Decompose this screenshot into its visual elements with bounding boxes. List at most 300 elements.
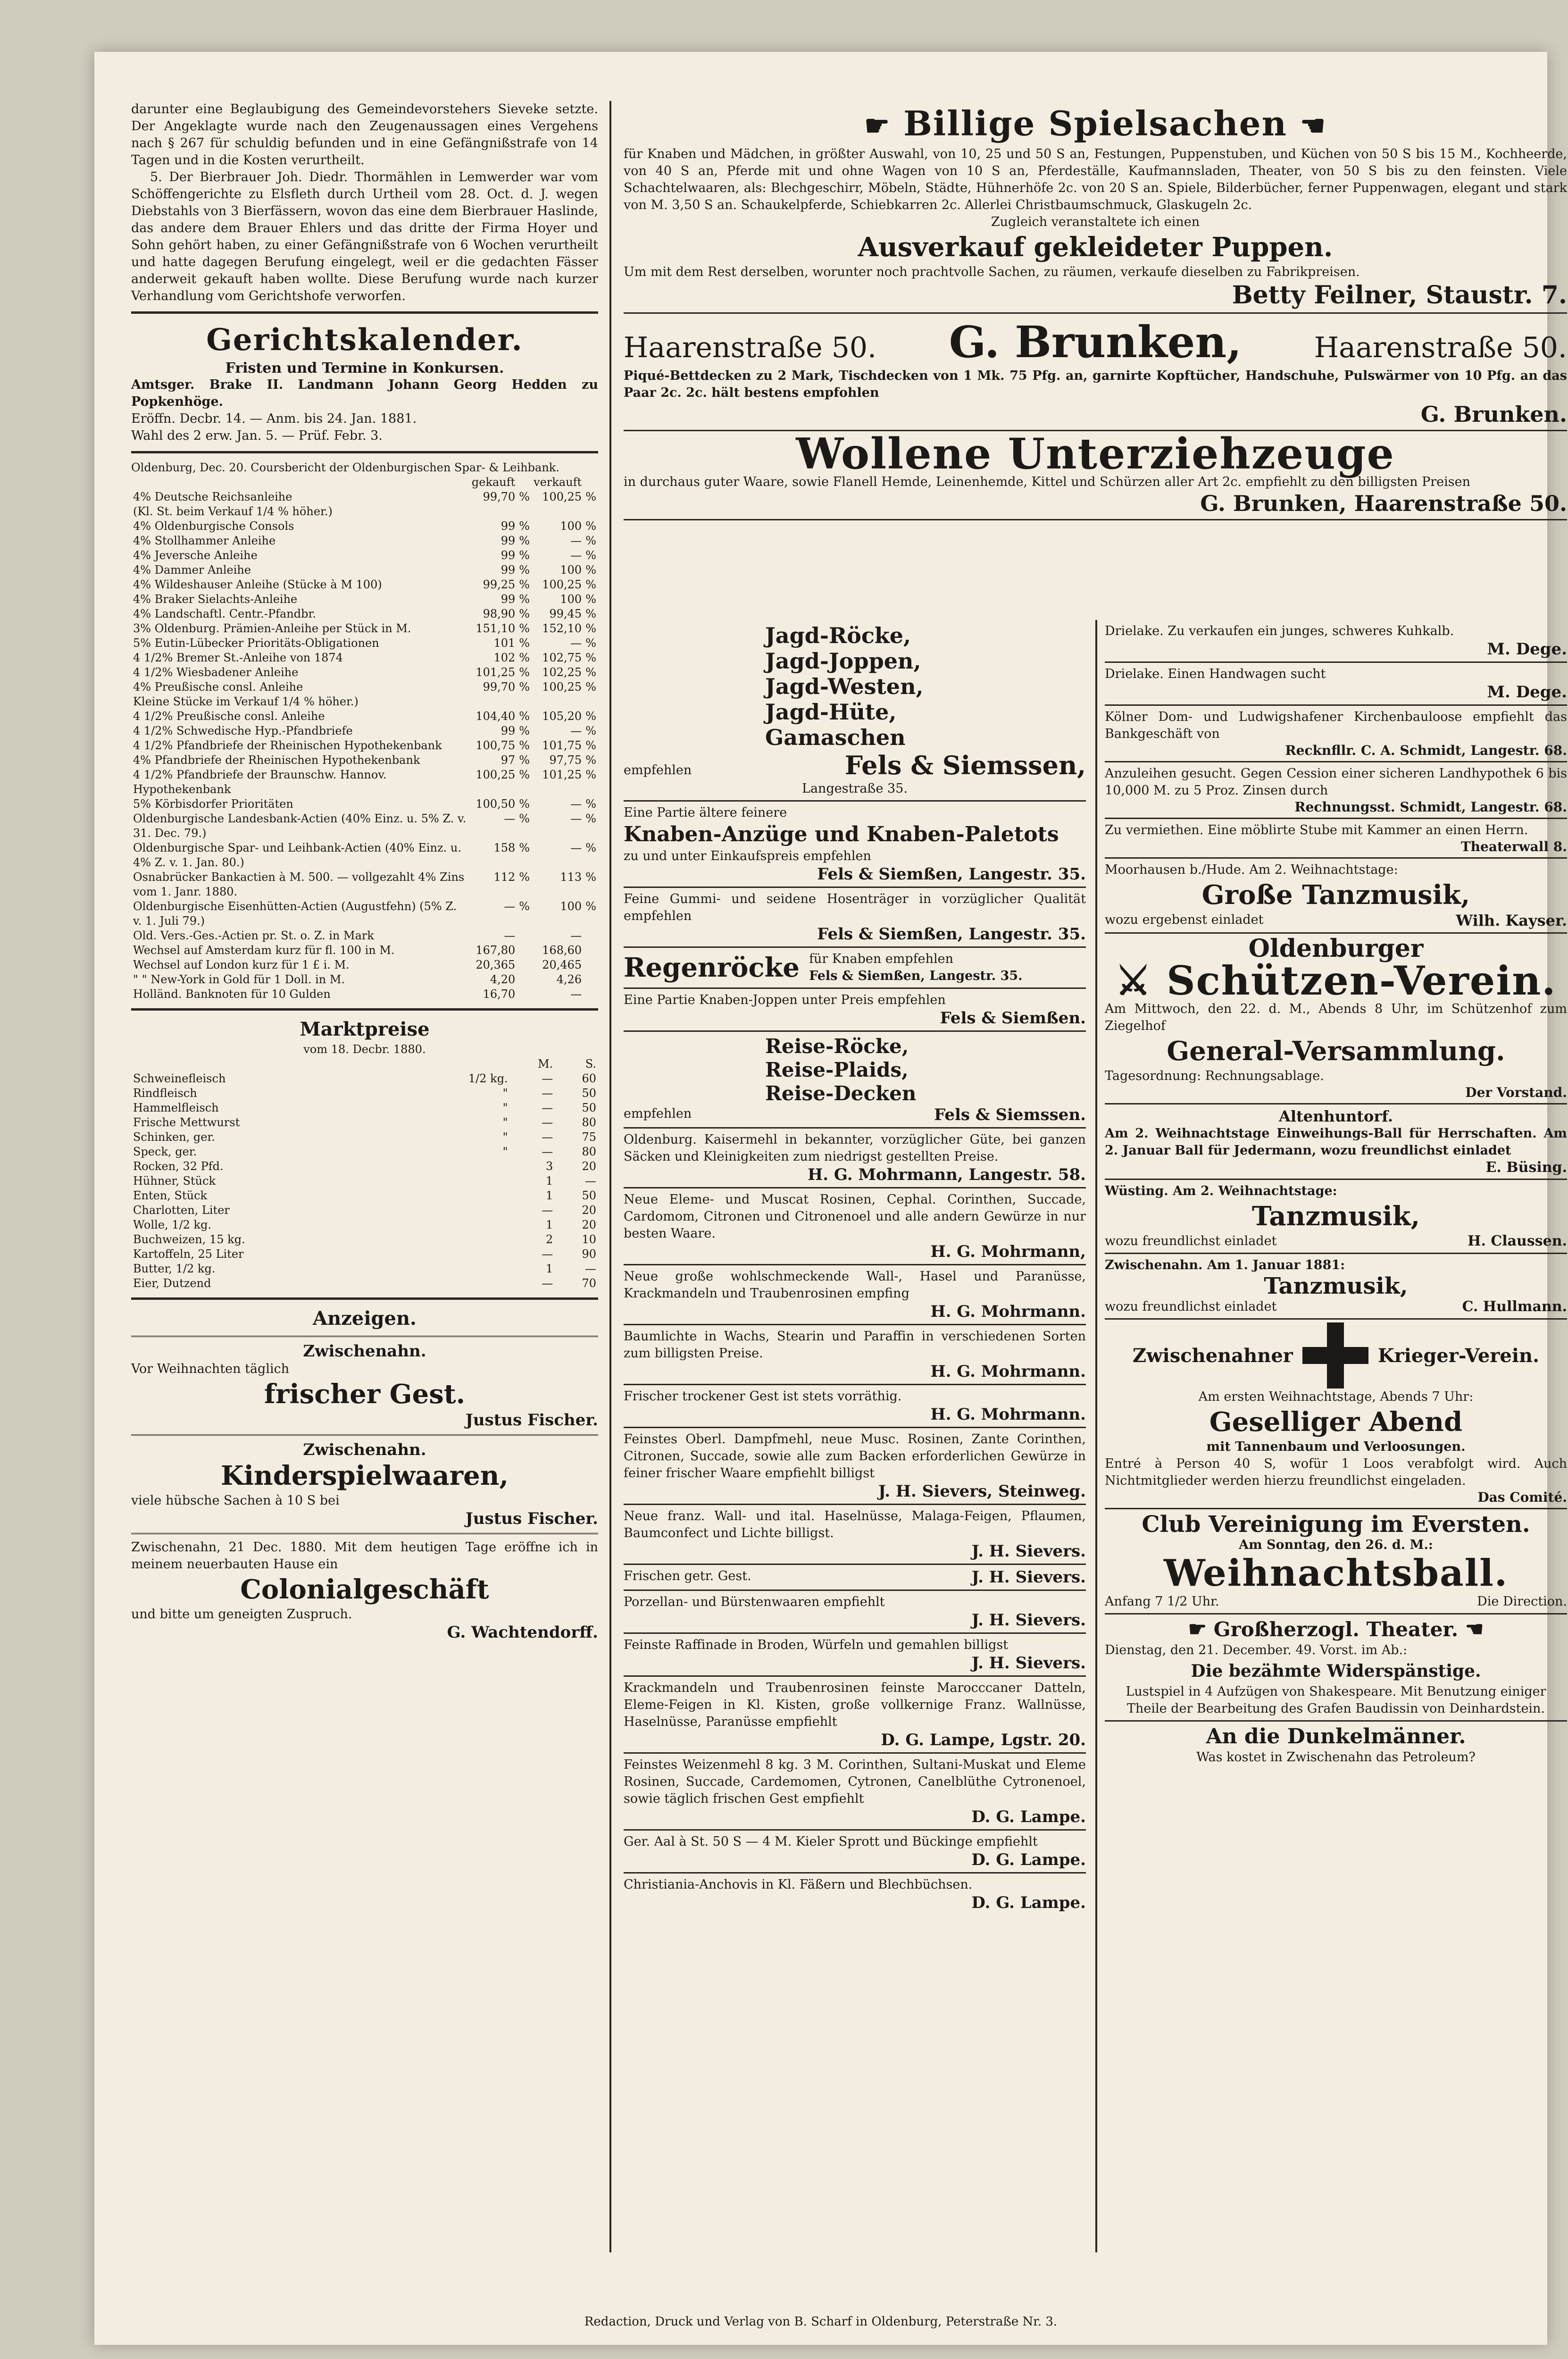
sievers-text-4: Porzellan- und Bürstenwaaren empfiehlt — [624, 1595, 885, 1609]
divider — [131, 1008, 598, 1011]
course-table-cell: 100,50 — [475, 797, 516, 811]
travel-item: Reise-Decken — [765, 1082, 917, 1105]
theater-ad — [1105, 1614, 1567, 1722]
course-table-cell: 3% Oldenburg. Prämien-Anleihe per Stück in M. — [133, 622, 411, 635]
wool-signature: G. Brunken, Haarenstraße 50. — [1200, 491, 1567, 516]
course-table-cell: Oldenburgische Landesbank-Actien (40% Einz. u. 5% Z. v. 31. Dec. 79.) — [133, 812, 467, 840]
theater-title — [1105, 1617, 1567, 1642]
course-table-cell: 4 1/2% Schwedische Hyp.-Pfandbriefe — [133, 724, 353, 737]
divider — [131, 1434, 598, 1436]
course-table-cell: % — [585, 739, 596, 752]
course-table-cell: Osnabrücker Bankactien à M. 500. — vollgezahlt 4% Zins vom 1. Janr. 1880. — [133, 870, 465, 898]
veterans-left: Zwischenahner — [1132, 1344, 1293, 1367]
market-title: Marktpreise — [300, 1018, 430, 1040]
mohrmann-text-2: Neue Eleme- und Muscat Rosinen, Cephal. Corinthen, Succade, Cardomom, Citronen und Citronenoel und alle andern Gewürze in nur besten Waare. — [624, 1192, 1086, 1241]
course-table-row — [131, 680, 598, 694]
course-table-cell: 20,465 — [542, 958, 582, 971]
market-table-cell: Speck, ger. — [133, 1145, 197, 1158]
theater-play: Die bezähmte Widerspänstige. — [1191, 1661, 1481, 1681]
ad3-text-2: und bitte um geneigten Zuspruch. — [131, 1607, 352, 1622]
course-table-cell: % — [585, 870, 596, 884]
zwischenahn-dance-text: Zwischenahn. Am 1. Januar 1881: — [1105, 1258, 1345, 1272]
course-table-cell: 4% Jeversche Anleihe — [133, 549, 258, 562]
market-table-cell: 1 — [546, 1174, 553, 1188]
course-table-cell: % — [519, 534, 530, 547]
course-table-row — [131, 958, 598, 972]
drielake-ad-1 — [1105, 620, 1567, 663]
market-table-cell: 2 — [546, 1233, 553, 1246]
market-table-cell — [407, 1218, 509, 1232]
market-table-row — [131, 1101, 598, 1115]
market-table-cell: Hühner, Stück — [133, 1174, 216, 1188]
market-table-cell — [407, 1174, 509, 1188]
veterans-text: Am ersten Weihnachtstage, Abends 7 Uhr: — [1198, 1389, 1474, 1404]
mohrmann-ad-2 — [624, 1188, 1086, 1265]
course-table-cell: % — [519, 812, 530, 825]
course-table-row — [131, 504, 598, 519]
course-table-header-cell: gekauft — [471, 476, 516, 489]
toys-title — [624, 104, 1567, 146]
course-table-cell: % — [585, 812, 596, 825]
course-table-cell: % — [519, 622, 530, 635]
club-title: Club Vereinigung im Eversten. — [1142, 1511, 1530, 1538]
mohrmann-signature-4: H. G. Mohrmann. — [930, 1362, 1086, 1381]
market-table-cell: — — [542, 1204, 553, 1217]
club-text: Am Sonntag, den 26. d. M.: — [1239, 1538, 1433, 1552]
course-table-cell: 20,365 — [475, 958, 516, 971]
course-table-cell: 4 1/2% Pfandbriefe der Rheinischen Hypothekenbank — [133, 739, 442, 752]
raincoats-signature: Fels & Siemßen, Langestr. 35. — [809, 969, 1023, 983]
course-table-cell — [470, 504, 517, 519]
market-table-cell: — — [542, 1087, 553, 1100]
course-table-cell: 4% Dammer Anleihe — [133, 563, 251, 577]
course-table-row — [131, 724, 598, 738]
course-table-cell: 99,25 — [483, 578, 516, 591]
market-table-cell: Buchweizen, 15 kg. — [133, 1233, 245, 1246]
course-table-row — [131, 811, 598, 841]
course-table-cell: 158 — [493, 841, 516, 854]
raincoats-body — [624, 951, 1086, 985]
course-table-header-cell: verkauft — [534, 476, 582, 489]
market-table-row — [131, 1145, 598, 1159]
raincoats-title: Regenröcke — [624, 952, 800, 983]
raincoats-ad — [624, 948, 1086, 989]
sievers-signature-5: J. H. Sievers. — [971, 1654, 1086, 1673]
course-table-row — [131, 899, 598, 929]
market-table-cell: 50 — [582, 1087, 596, 1100]
course-table-cell: % — [585, 900, 596, 913]
market-table-cell: 50 — [582, 1101, 596, 1114]
course-table-cell: 4% Deutsche Reichsanleihe — [133, 490, 292, 503]
course-table-row — [131, 665, 598, 680]
ad1-signature: Justus Fischer. — [465, 1411, 598, 1430]
market-table-cell: 1 — [546, 1262, 553, 1275]
toys-title-text: Billige Spielsachen — [903, 103, 1287, 143]
market-table-header-cell — [407, 1057, 509, 1071]
ad3-text: Zwischenahn, 21 Dec. 1880. Mit dem heutigen Tage eröffne ich in meinem neuerbauten Hause ein — [131, 1540, 598, 1572]
course-table-cell: % — [585, 490, 596, 503]
lampe-signature-4: D. G. Lampe. — [971, 1893, 1086, 1912]
market-table-cell: — — [585, 1174, 596, 1188]
course-table-cell: % — [519, 680, 530, 694]
course-table-cell: 5% Eutin-Lübecker Prioritäts-Obligationen — [133, 636, 379, 650]
course-table-cell: % — [585, 797, 596, 811]
market-table-cell: 3 — [546, 1160, 553, 1173]
course-table-cell: % — [585, 593, 596, 606]
course-table-cell: % — [585, 710, 596, 723]
course-table-row — [131, 636, 598, 651]
travel-item: Reise-Röcke, — [765, 1035, 909, 1058]
mohrmann-ad-1 — [624, 1129, 1086, 1188]
moorhausen-text-2: wozu ergebenst einladet — [1105, 912, 1264, 927]
middle-column — [624, 620, 1086, 1915]
course-table-cell: 4 1/2% Bremer St.-Anleihe von 1874 — [133, 651, 343, 664]
pointing-hand-left-icon: ☚ — [1465, 1617, 1484, 1641]
ad2-text: viele hübsche Sachen à 10 S bei — [131, 1493, 340, 1508]
course-table-cell — [517, 987, 532, 1002]
course-table-cell: % — [585, 724, 596, 737]
market-table-cell: " — [502, 1101, 508, 1114]
course-table-cell: 99,70 — [483, 490, 516, 503]
sievers-ad-5 — [624, 1634, 1086, 1677]
sievers-ad-2 — [624, 1505, 1086, 1565]
course-table-row — [131, 768, 598, 797]
cologne-ad — [1105, 706, 1567, 762]
course-table-cell: % — [519, 841, 530, 854]
market-table-cell: " — [502, 1087, 508, 1100]
market-table-cell: Rindfleisch — [133, 1087, 197, 1100]
hunting-pre: empfehlen — [624, 763, 692, 778]
brunken-header — [624, 317, 1567, 368]
theater-text: Dienstag, den 21. December. 49. Vorst. im Ab.: — [1105, 1643, 1408, 1657]
course-table-cell: % — [519, 900, 530, 913]
shooting-club-pre: Oldenburger — [1248, 934, 1424, 963]
loan-ad — [1105, 762, 1567, 819]
course-table-cell: % — [519, 607, 530, 620]
course-table-cell: % — [519, 490, 530, 503]
club-ball: Weihnachtsball. — [1163, 1552, 1509, 1595]
course-table-cell: 105,20 — [542, 710, 582, 723]
cologne-signature: Recknfllr. C. A. Schmidt, Langestr. 68. — [1285, 743, 1567, 758]
course-table-cell: Wechsel auf London kurz für 1 £ i. M. — [133, 958, 350, 971]
boys-suits-signature: Fels & Siemßen, Langestr. 35. — [817, 865, 1086, 884]
market-table-cell: 60 — [582, 1072, 596, 1085]
market-table-row — [131, 1159, 598, 1174]
hunting-item: Jagd-Westen, — [765, 674, 924, 699]
loan-signature: Rechnungsst. Schmidt, Langestr. 68. — [1294, 799, 1567, 815]
boys-suits-ad — [624, 802, 1086, 888]
toys-text-2: Um mit dem Rest derselben, worunter noch prachtvolle Sachen, zu räumen, verkaufe dieselben zu Fabrikpreisen. — [624, 265, 1360, 279]
course-table-cell: Holländ. Banknoten für 10 Gulden — [133, 987, 331, 1001]
lampe-text-1: Krackmandeln und Traubenrosinen feinste Marocccaner Datteln, Eleme-Feigen in Kl. Kisten, große vollkernige Franz. Wallnüsse, Haselnüsse, Paranüsse empfiehlt — [624, 1681, 1086, 1729]
course-table-cell — [584, 929, 598, 943]
course-table-cell: % — [519, 578, 530, 591]
course-table-row — [131, 534, 598, 548]
market-table-cell: 80 — [582, 1145, 596, 1158]
course-table-cell: 102 — [493, 651, 516, 664]
market-table-row — [131, 1130, 598, 1145]
market-table-row — [131, 1232, 598, 1247]
course-table-cell: (Kl. St. beim Verkauf 1/4 % höher.) — [133, 505, 333, 518]
market-table-row — [131, 1218, 598, 1232]
market-table-row — [131, 1203, 598, 1218]
travel-footer — [624, 1105, 1086, 1124]
market-table-cell: Wolle, 1/2 kg. — [133, 1218, 212, 1231]
top-wide-section — [624, 101, 1567, 520]
suspenders-ad — [624, 888, 1086, 948]
course-table-cell: % — [585, 753, 596, 767]
brunken-name: G. Brunken, — [949, 317, 1242, 368]
course-table-cell: — — [570, 929, 582, 942]
course-table-cell: % — [519, 753, 530, 767]
zwischenahn-dance-footer — [1105, 1298, 1567, 1315]
course-table-cell: 99 — [500, 534, 516, 547]
market-table-header — [131, 1057, 598, 1071]
court-calendar-title: Gerichtskalender. — [206, 322, 523, 358]
market-table-cell: Frische Mettwurst — [133, 1116, 240, 1129]
course-table-cell: — — [504, 812, 516, 825]
moorhausen-title: Große Tanzmusik, — [1201, 879, 1470, 911]
course-table-cell — [532, 694, 584, 709]
course-table-cell: 167,80 — [475, 944, 516, 957]
market-table-cell: 10 — [582, 1233, 596, 1246]
course-table-cell: Kleine Stücke im Verkauf 1/4 % höher.) — [133, 695, 359, 708]
course-table-cell: — — [504, 929, 516, 942]
market-table-cell: 90 — [582, 1247, 596, 1261]
newspaper-page — [94, 52, 1567, 2345]
market-table-cell: 1 — [546, 1218, 553, 1231]
market-table-cell — [407, 1232, 509, 1247]
ad2-headline: Kinderspielwaaren, — [221, 1460, 509, 1491]
rent-text: Zu vermiethen. Eine möblirte Stube mit Kammer an einen Herrn. — [1105, 823, 1528, 837]
course-table-row — [131, 987, 598, 1002]
market-table-row — [131, 1086, 598, 1101]
column-rule — [609, 101, 611, 2252]
divider — [131, 311, 598, 314]
jackets-ad — [624, 989, 1086, 1032]
mohrmann-text-4: Baumlichte in Wachs, Stearin und Paraffin in verschiedenen Sorten zum billigsten Preise. — [624, 1329, 1086, 1361]
course-table-cell: — — [570, 987, 582, 1001]
intro-text: darunter eine Beglaubigung des Gemeindevorstehers Sieveke setzte. Der Angeklagte wurde nach den Zeugenaussagen eines Vergehens nach § 267 für schuldig befunden und in eine Gefängnißstrafe von 14 Tagen und in die Kosten verurtheilt. — [131, 102, 598, 167]
course-table-cell: 4,26 — [556, 973, 582, 986]
market-table-row — [131, 1174, 598, 1188]
course-table-row — [131, 929, 598, 943]
case-5-text: 5. Der Bierbrauer Joh. Diedr. Thormählen in Lemwerder war vom Schöffengerichte zu Elsfleth durch Urtheil vom 28. Oct. d. J. wegen Diebstahls von 3 Bierfässern, wovon das eine dem Bierbrauer Haslinde, das andere dem Brauer Ehlers und das dritte der Firma Hoyer und Sohn gehört haben, zu einer Gefängnißstrafe von 6 Wochen verurtheilt und hatte dagegen Berufung eingelegt, weil er die gedachten Fässer anderweit gekauft haben wollte. Diese Berufung wurde nach kurzer Verhandlung vom Gerichtshofe verworfen. — [131, 170, 598, 303]
mohrmann-signature-5: H. G. Mohrmann. — [930, 1405, 1086, 1424]
course-table — [131, 475, 598, 1002]
sievers-signature-2: J. H. Sievers. — [971, 1542, 1086, 1561]
market-table-cell — [407, 1203, 509, 1218]
market-table-cell: 20 — [582, 1204, 596, 1217]
course-table-cell: % — [519, 519, 530, 533]
course-table-cell: % — [519, 593, 530, 606]
column-rule — [1095, 620, 1097, 2252]
sievers-signature-4: J. H. Sievers. — [971, 1611, 1086, 1630]
toys-ad — [624, 101, 1567, 314]
course-table-cell: % — [585, 666, 596, 679]
course-table-cell: % — [585, 768, 596, 781]
market-table-cell: — — [585, 1262, 596, 1275]
course-table-cell: 4% Stollhammer Anleihe — [133, 534, 276, 547]
market-table-cell: Schinken, ger. — [133, 1130, 215, 1144]
course-table-cell: 102,75 — [542, 651, 582, 664]
sievers-text-2: Neue franz. Wall- und ital. Haselnüsse, Malaga-Feigen, Pflaumen, Baumconfect und Lichte billigst. — [624, 1509, 1086, 1540]
drielake-signature-2: M. Dege. — [1487, 683, 1567, 702]
market-table-body — [131, 1071, 598, 1291]
course-table-cell: — — [570, 549, 582, 562]
theater-text-2: Lustspiel in 4 Aufzügen von Shakespeare. Mit Benutzung einiger Theile der Bearbeitung des Grafen Baudissin von Deinhardstein. — [1126, 1684, 1546, 1716]
divider — [131, 1336, 598, 1337]
lampe-ad-4 — [624, 1874, 1086, 1915]
course-table-row — [131, 870, 598, 899]
hunting-item: Jagd-Röcke, — [765, 623, 911, 648]
loan-text: Anzuleihen gesucht. Gegen Cession einer sicheren Landhypothek 6 bis 10,000 M. zu 5 Proz. Zinsen durch — [1105, 766, 1567, 798]
sievers-ad-3 — [624, 1565, 1086, 1591]
shooting-club-ad — [1105, 934, 1567, 1104]
zwischenahn-dance-signature: C. Hullmann. — [1462, 1298, 1567, 1315]
veterans-ad — [1105, 1320, 1567, 1509]
divider — [131, 451, 598, 453]
course-table-cell: 100,25 — [542, 490, 582, 503]
hunting-signature: Fels & Siemssen, — [844, 750, 1086, 780]
lampe-text-4: Christiania-Anchovis in Kl. Fäßern und Blechbüchsen. — [624, 1877, 973, 1892]
course-table-cell: 101,25 — [542, 768, 582, 781]
course-table-cell: — — [570, 636, 582, 650]
course-table-cell — [584, 504, 598, 519]
zwischenahn-dance-text-2: wozu freundlichst einladet — [1105, 1299, 1277, 1314]
raincoats-right — [809, 951, 1023, 985]
lampe-text-2: Feinstes Weizenmehl 8 kg. 3 M. Corinthen, Sultani-Muskat und Eleme Rosinen, Succade, Cardemomen, Cytronen, Canelblüthe Cytronenoel, sowie täglich frischen Gest empfiehlt — [624, 1757, 1086, 1806]
ad1-headline: frischer Gest. — [264, 1379, 466, 1410]
course-table-cell: 102,25 — [542, 666, 582, 679]
mohrmann-signature-1: H. G. Mohrmann, Langestr. 58. — [808, 1165, 1086, 1184]
course-table-cell: 152,10 — [542, 622, 582, 635]
course-table-cell: 100,25 — [542, 680, 582, 694]
course-table-cell: Oldenburgische Eisenhütten-Actien (Augustfehn) (5% Z. v. 1. Juli 79.) — [133, 900, 457, 928]
travel-item: Reise-Plaids, — [765, 1058, 909, 1081]
course-table-cell: % — [519, 651, 530, 664]
altenhuntorf-signature: E. Büsing. — [1485, 1159, 1567, 1176]
course-table-cell: % — [585, 549, 596, 562]
altenhuntorf-text: Am 2. Weihnachtstage Einweihungs-Ball für Herrschaften. Am 2. Januar Ball für Jedermann, wozu freundlichst einladet — [1105, 1126, 1567, 1158]
market-table-cell — [407, 1247, 509, 1262]
course-table-cell: 4% Landschaftl. Centr.-Pfandbr. — [133, 607, 316, 620]
travel-pre: empfehlen — [624, 1106, 692, 1121]
market-table-cell — [407, 1262, 509, 1276]
course-table-cell — [517, 972, 532, 987]
veterans-subtitle: Geselliger Abend — [1209, 1406, 1463, 1438]
course-table-row — [131, 738, 598, 753]
ad1-place: Zwischenahn. — [303, 1342, 426, 1361]
boys-suits-pre: Eine Partie ältere feinere — [624, 805, 787, 820]
course-table-cell — [584, 987, 598, 1002]
market-table-cell: — — [542, 1145, 553, 1158]
market-table-cell: — — [542, 1277, 553, 1290]
course-table-cell: — — [570, 841, 582, 854]
course-table-row — [131, 972, 598, 987]
hunting-footer — [624, 750, 1086, 780]
course-table-cell: % — [519, 768, 530, 781]
ad2-place: Zwischenahn. — [303, 1440, 426, 1459]
market-table-cell: 80 — [582, 1116, 596, 1129]
raincoats-text: für Knaben empfehlen — [809, 952, 954, 966]
mohrmann-signature-3: H. G. Mohrmann. — [930, 1302, 1086, 1321]
sievers-row-3 — [624, 1568, 1086, 1587]
course-table-cell: 100 — [560, 900, 582, 913]
altenhuntorf-head: Altenhuntorf. — [1279, 1107, 1393, 1125]
right-column — [1105, 620, 1567, 1769]
market-table-cell: Hammelfleisch — [133, 1101, 219, 1114]
club-signature: Die Direction. — [1477, 1594, 1567, 1609]
course-table-cell: % — [519, 739, 530, 752]
course-table-cell: — — [570, 797, 582, 811]
shooting-club-subtitle: General-Versammlung. — [1167, 1036, 1505, 1067]
suspenders-signature: Fels & Siemßen, Langestr. 35. — [817, 925, 1086, 944]
jackets-signature: Fels & Siemßen. — [940, 1009, 1086, 1028]
course-table-row — [131, 753, 598, 768]
course-table-cell: 113 — [560, 870, 582, 884]
wool-ad — [624, 431, 1567, 520]
market-table-cell: Charlotten, Liter — [133, 1204, 230, 1217]
market-table-cell: " — [502, 1145, 508, 1158]
theater-title-text: Großherzogl. Theater. — [1213, 1618, 1459, 1641]
course-table-cell: 4% Wildeshauser Anleihe (Stücke à M 100) — [133, 578, 382, 591]
market-table-header-cell — [131, 1057, 407, 1071]
hunting-list — [624, 623, 1086, 750]
course-table-cell: 4 1/2% Wiesbadener Anleihe — [133, 666, 299, 679]
sievers-text-5: Feinste Raffinade in Broden, Würfeln und gemahlen billigst — [624, 1638, 1009, 1652]
hunting-item: Gamaschen — [765, 725, 906, 750]
brunken-signature: G. Brunken. — [1420, 402, 1567, 427]
course-table-cell: % — [585, 607, 596, 620]
market-table-row — [131, 1262, 598, 1276]
brunken-text: Piqué-Bettdecken zu 2 Mark, Tischdecken von 1 Mk. 75 Pfg. an, garnirte Kopftücher, Handschuhe, Pulswärmer von 10 Pfg. an das Paar 2c. 2c. hält bestens empfohlen — [624, 368, 1567, 400]
court-text: Amtsger. Brake II. Landmann Johann Georg Hedden zu Popkenhöge. — [131, 377, 598, 409]
court-subtitle: Fristen und Termine in Konkursen. — [225, 360, 504, 376]
market-table-cell: 20 — [582, 1218, 596, 1231]
course-table-cell — [517, 694, 532, 709]
veterans-text-2: Entré à Person 40 S, wofür 1 Loos verabfolgt wird. Auch Nichtmitglieder werden hierzu freundlichst eingeladen. — [1105, 1456, 1567, 1488]
course-table-cell: 5% Körbisdorfer Prioritäten — [133, 797, 293, 811]
market-table-cell: Schweinefleisch — [133, 1072, 226, 1085]
course-table-body — [131, 490, 598, 1002]
course-table-cell: % — [585, 578, 596, 591]
moorhausen-signature: Wilh. Kayser. — [1456, 912, 1567, 929]
course-table-cell: 4,20 — [490, 973, 516, 986]
course-table-row — [131, 577, 598, 592]
shooting-club-signature: Der Vorstand. — [1465, 1085, 1567, 1100]
market-table-cell: 20 — [582, 1160, 596, 1173]
market-table-row — [131, 1071, 598, 1086]
sievers-ad-1 — [624, 1428, 1086, 1505]
course-table-cell: 100,75 — [475, 739, 516, 752]
drielake-text-1: Drielake. Zu verkaufen ein junges, schweres Kuhkalb. — [1105, 624, 1454, 638]
course-table-cell: Wechsel auf Amsterdam kurz für fl. 100 in M. — [133, 944, 395, 957]
course-table-cell: 151,10 — [475, 622, 516, 635]
lampe-signature-3: D. G. Lampe. — [971, 1850, 1086, 1869]
market-table-cell: — — [542, 1247, 553, 1261]
course-table-header — [131, 475, 598, 490]
mohrmann-ad-3 — [624, 1265, 1086, 1325]
lampe-signature-2: D. G. Lampe. — [971, 1807, 1086, 1826]
toys-signature: Betty Feilner, Staustr. 7. — [1232, 281, 1567, 310]
market-table-cell: 1/2 kg. — [468, 1072, 508, 1085]
course-table-cell: 4% Preußische consl. Anleihe — [133, 680, 303, 694]
court-line-1: Eröffn. Decbr. 14. — Anm. bis 24. Jan. 1881. — [131, 411, 417, 426]
sievers-text-1: Feinstes Oberl. Dampfmehl, neue Musc. Rosinen, Zante Corinthen, Citronen, Succade, sowie alle zum Backen erforderlichen Gewürze in feiner frischer Waare empfiehlt billigst — [624, 1432, 1086, 1481]
course-table-cell: % — [585, 636, 596, 650]
market-table-cell — [407, 1159, 509, 1174]
